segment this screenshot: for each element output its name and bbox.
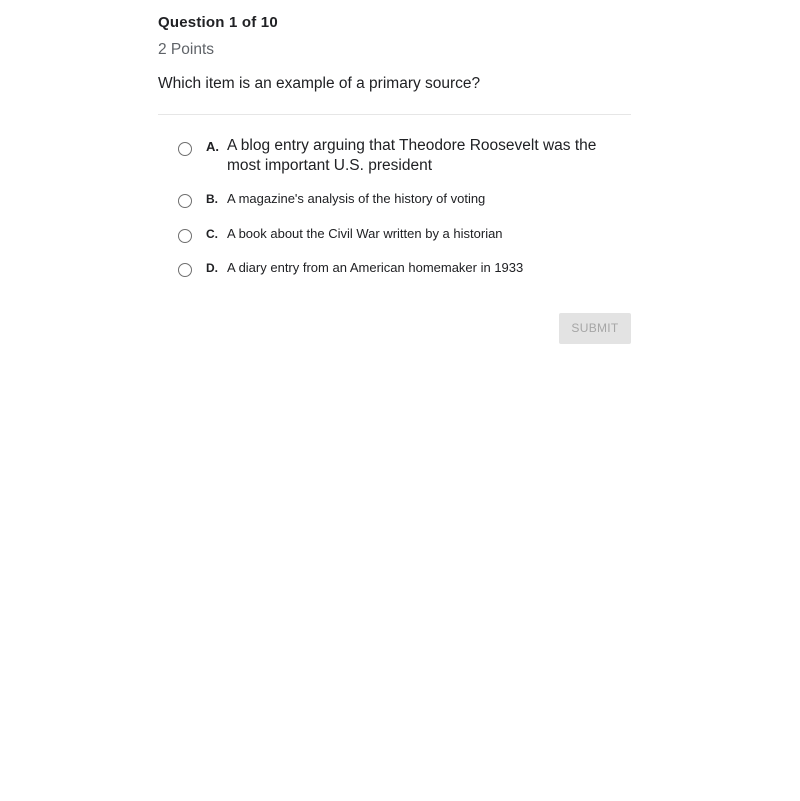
option-letter-d: D.	[206, 261, 218, 275]
radio-button-c[interactable]	[178, 229, 192, 243]
option-text-b: A magazine's analysis of the history of voting	[227, 191, 486, 206]
option-text-d: A diary entry from an American homemaker in 1933	[227, 260, 524, 275]
option-letter-c: C.	[206, 227, 218, 241]
radio-button-a[interactable]	[178, 142, 192, 156]
question-prompt: Which item is an example of a primary source?	[158, 75, 481, 92]
divider	[158, 114, 631, 115]
option-letter-b: B.	[206, 192, 218, 206]
question-points: 2 Points	[158, 41, 215, 58]
option-letter-a: A.	[206, 139, 219, 154]
radio-button-b[interactable]	[178, 194, 192, 208]
question-number: Question 1 of 10	[158, 14, 278, 31]
option-text-a: A blog entry arguing that Theodore Roosevelt was the most important U.S. president	[227, 137, 597, 174]
option-text-c: A book about the Civil War written by a historian	[227, 226, 503, 241]
radio-button-d[interactable]	[178, 263, 192, 277]
submit-button[interactable]: SUBMIT	[559, 313, 631, 344]
